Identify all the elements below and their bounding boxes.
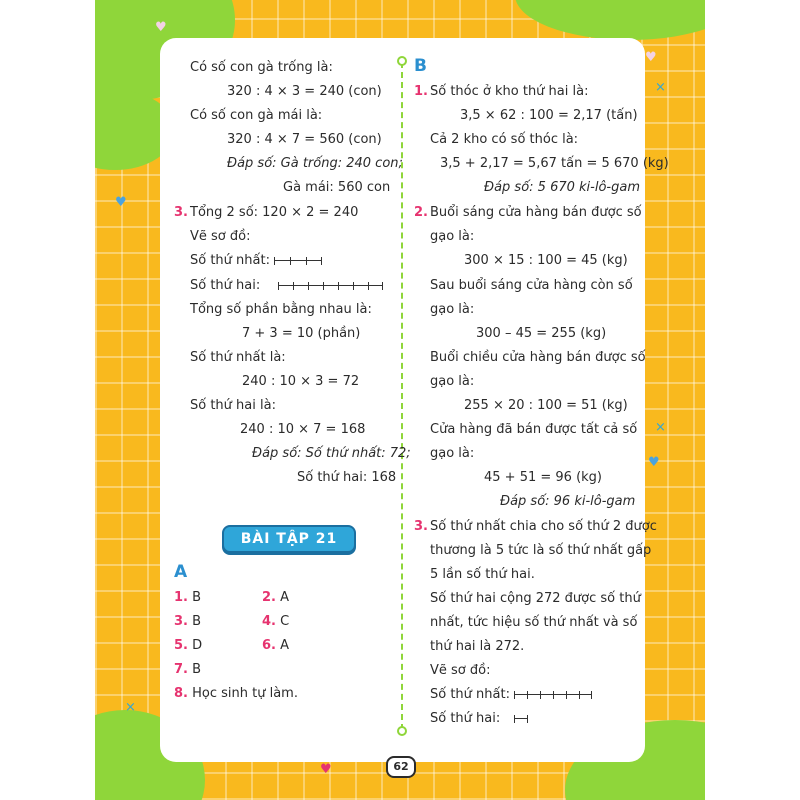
answer-item	[262, 614, 289, 630]
text-line: Có số con gà mái là:	[190, 108, 323, 123]
text-line: 320 : 4 × 7 = 560 (con)	[227, 132, 382, 147]
cross-icon: ×	[655, 80, 666, 95]
diagram-label: Số thứ hai:	[190, 278, 261, 293]
answer-line: Đáp số: Số thứ nhất: 72;	[252, 446, 411, 461]
text-line: 320 : 4 × 3 = 240 (con)	[227, 84, 382, 99]
text-line: Buổi chiều cửa hàng bán được số	[430, 350, 646, 365]
text-line: Số thứ nhất chia cho số thứ 2 được	[430, 519, 657, 534]
answer-number: 3.	[174, 614, 188, 629]
text-line: gạo là:	[430, 229, 475, 244]
diagram-label: Số thứ hai:	[430, 711, 501, 726]
answer-value: A	[280, 590, 290, 605]
text-line: nhất, tức hiệu số thứ nhất và số	[430, 615, 638, 630]
text-line: gạo là:	[430, 446, 475, 461]
diagram-row	[190, 253, 322, 269]
text-line: 240 : 10 × 3 = 72	[242, 374, 360, 389]
text-line: gạo là:	[430, 374, 475, 389]
text-line: 7 + 3 = 10 (phần)	[242, 326, 361, 341]
text-line: 255 × 20 : 100 = 51 (kg)	[464, 398, 628, 413]
answer-number: 6.	[262, 638, 276, 653]
answer-number: 4.	[262, 614, 276, 629]
text-line: Số thứ nhất là:	[190, 350, 286, 365]
segment-diagram	[514, 691, 592, 699]
answer-line: Đáp số: 96 ki-lô-gam	[500, 494, 636, 509]
text-line: Sau buổi sáng cửa hàng còn số	[430, 278, 633, 293]
cross-icon: ×	[655, 420, 666, 435]
text-line: gạo là:	[430, 302, 475, 317]
text-line: thứ hai là 272.	[430, 639, 525, 654]
text-line: Số thứ hai là:	[190, 398, 276, 413]
text-line: 300 × 15 : 100 = 45 (kg)	[464, 253, 628, 268]
answer-line: Đáp số: Gà trống: 240 con;	[227, 156, 403, 171]
answer-item	[174, 662, 201, 678]
page-number: 62	[386, 756, 416, 778]
answer-item	[174, 590, 201, 606]
question-number: 1.	[414, 84, 428, 99]
text-line: Buổi sáng cửa hàng bán được số	[430, 205, 642, 220]
text-line: Cả 2 kho có số thóc là:	[430, 132, 579, 147]
text-line: Cửa hàng đã bán được tất cả số	[430, 422, 638, 437]
text-line: Tổng số phần bằng nhau là:	[190, 302, 372, 317]
answer-number: 7.	[174, 662, 188, 677]
answer-value: C	[280, 614, 290, 629]
answer-value: B	[192, 662, 202, 677]
question-number: 2.	[414, 205, 428, 220]
segment-diagram	[278, 282, 383, 290]
question-number: 3.	[414, 519, 428, 534]
diagram-row	[430, 711, 528, 727]
heart-icon: ♥	[320, 762, 332, 777]
text-line: 45 + 51 = 96 (kg)	[484, 470, 602, 485]
divider-dot	[397, 726, 407, 736]
answer-item	[174, 686, 298, 702]
divider-dot	[397, 56, 407, 66]
answer-value: A	[280, 638, 290, 653]
text-line: Số thứ hai cộng 272 được số thứ	[430, 591, 641, 606]
answer-item	[262, 638, 289, 654]
answer-number: 8.	[174, 686, 188, 701]
text-line: Có số con gà trống là:	[190, 60, 333, 75]
text-line: Số thóc ở kho thứ hai là:	[430, 84, 589, 99]
text-line: 300 – 45 = 255 (kg)	[476, 326, 607, 341]
diagram-label: Số thứ nhất:	[190, 253, 270, 268]
green-blob	[515, 0, 705, 40]
segment-diagram	[514, 715, 528, 723]
text-line: 3,5 + 2,17 = 5,67 tấn = 5 670 (kg)	[440, 156, 669, 171]
answer-item	[174, 614, 201, 630]
section-b-heading: B	[414, 56, 427, 76]
answer-value: D	[192, 638, 203, 653]
answer-line: Số thứ hai: 168	[297, 470, 397, 485]
cross-icon: ×	[125, 700, 136, 715]
answer-line: Gà mái: 560 con	[283, 180, 391, 195]
answer-number: 2.	[262, 590, 276, 605]
answer-value: Học sinh tự làm.	[192, 686, 298, 701]
text-line: Vẽ sơ đồ:	[190, 229, 251, 244]
heart-icon: ♥	[645, 50, 657, 65]
text-line: 5 lần số thứ hai.	[430, 567, 535, 582]
diagram-row	[430, 687, 592, 703]
section-a-heading: A	[174, 562, 188, 582]
answer-item	[262, 590, 289, 606]
exercise-banner: BÀI TẬP 21	[222, 525, 356, 553]
diagram-row	[190, 278, 383, 294]
answer-number: 1.	[174, 590, 188, 605]
text-line: Tổng 2 số: 120 × 2 = 240	[190, 205, 359, 220]
text-line: thương là 5 tức là số thứ nhất gấp	[430, 543, 652, 558]
text-line: 240 : 10 × 7 = 168	[240, 422, 366, 437]
answer-value: B	[192, 590, 202, 605]
answer-number: 5.	[174, 638, 188, 653]
answer-item	[174, 638, 202, 654]
text-line: Vẽ sơ đồ:	[430, 663, 491, 678]
heart-icon: ♥	[648, 455, 660, 470]
heart-icon: ♥	[155, 20, 167, 35]
answer-line: Đáp số: 5 670 ki-lô-gam	[484, 180, 640, 195]
segment-diagram	[274, 257, 322, 265]
heart-icon: ♥	[115, 195, 127, 210]
question-number: 3.	[174, 205, 188, 220]
diagram-label: Số thứ nhất:	[430, 687, 510, 702]
answer-value: B	[192, 614, 202, 629]
text-line: 3,5 × 62 : 100 = 2,17 (tấn)	[460, 108, 638, 123]
